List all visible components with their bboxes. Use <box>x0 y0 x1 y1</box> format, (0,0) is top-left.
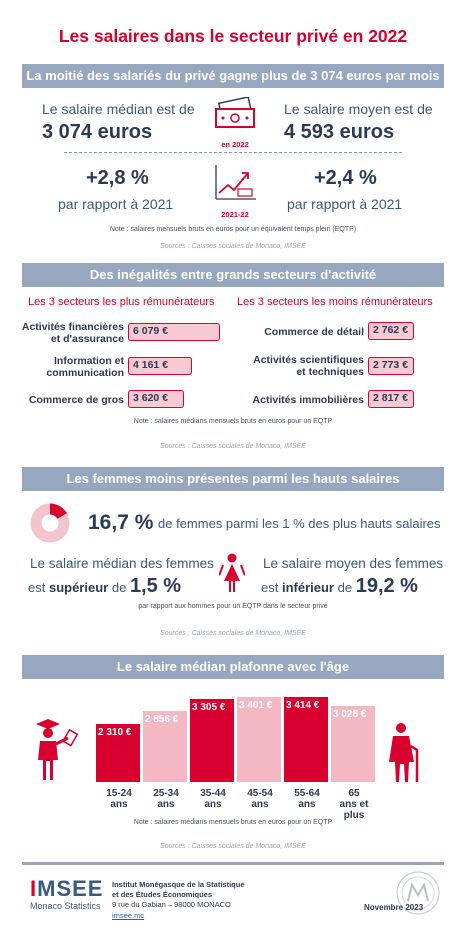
trend-chart-icon <box>212 163 258 217</box>
women-median-de: de <box>111 580 127 595</box>
top-sector-value: 3 620 € <box>128 390 184 408</box>
publication-date: Novembre 2023 <box>364 903 424 912</box>
age-group-label: 15-24 ans <box>106 788 132 810</box>
median-change-label: par rapport à 2021 <box>58 196 174 212</box>
median-change: +2,8 % <box>86 167 149 189</box>
women-mean-value: 19,2 % <box>355 575 418 597</box>
banknote-icon <box>212 97 258 147</box>
median-value: 3 074 euros <box>42 121 153 143</box>
age-group-label: 35-44 ans <box>200 788 226 810</box>
bottom-sector-value: 2 762 € <box>368 322 414 340</box>
section2-source: Sources : Caisses sociales de Monaco, IMSEE <box>160 443 306 450</box>
logo-subtitle: Monaco Statistics <box>30 901 101 911</box>
women-mean-word: inférieur <box>281 580 334 595</box>
section4-source: Sources : Caisses sociales de Monaco, IMSEE <box>160 843 306 850</box>
section1-banner: La moitié des salariés du privé gagne plus de 3 074 euros par mois <box>22 64 444 88</box>
section1-source: Sources : Caisses sociales de Monaco, IMSEE <box>160 243 306 250</box>
bottom-sector-name: Activités immobilières <box>252 394 364 406</box>
bottom-sector-name: Commerce de détail <box>264 326 364 338</box>
mean-label: Le salaire moyen est de <box>284 101 433 117</box>
bottom-sectors-heading: Les 3 secteurs les moins rémunérateurs <box>237 296 433 308</box>
mean-change: +2,4 % <box>314 167 377 189</box>
age-group-label: 25-34 ans <box>153 788 179 810</box>
mean-value: 4 593 euros <box>284 121 395 143</box>
elderly-woman-icon <box>384 722 424 784</box>
section4-note: Note : salaires médians mensuels bruts en euros pour un EQTP <box>133 819 333 826</box>
bottom-sector-value: 2 817 € <box>368 390 414 408</box>
section3-note: par rapport aux hommes pour un EQTP dans le secteur privé <box>138 603 328 610</box>
address: 9 rue du Gabian – 98000 MONACO <box>112 900 231 909</box>
period-tag: 2021-22 <box>221 210 249 219</box>
women-mean-label: Le salaire moyen des femmes <box>263 556 444 571</box>
donut-share-slice <box>50 509 62 516</box>
section3-source: Sources : Caisses sociales de Monaco, IMSEE <box>160 630 306 637</box>
top-sector-value: 6 079 € <box>128 323 220 341</box>
top-sectors-heading: Les 3 secteurs les plus rémunérateurs <box>28 296 215 308</box>
website-link[interactable]: imsee.mc <box>112 911 145 920</box>
section4-banner: Le salaire médian plafonne avec l'âge <box>22 655 444 679</box>
women-mean-prefix: est <box>261 580 279 595</box>
age-bar-value: 2 310 € <box>98 727 132 739</box>
org-line2: et des Études Économiques <box>112 890 213 899</box>
year-tag: en 2022 <box>221 140 249 149</box>
section2-banner: Des inégalités entre grands secteurs d'activité <box>22 263 444 287</box>
top-sector-name: Commerce de gros <box>28 394 124 406</box>
bottom-sector-name: Activités scientifiques et techniques <box>253 354 364 378</box>
women-share-label: de femmes parmi les 1 % des plus hauts salaires <box>158 516 441 531</box>
women-share-value: 16,7 % <box>88 511 154 534</box>
top-sector-name: Activités financières et d'assurance <box>21 321 124 345</box>
section2-note: Note : salaires médians mensuels bruts en euros pour un EQTP <box>133 418 333 425</box>
age-bar-value: 3 305 € <box>192 702 226 714</box>
women-mean-line <box>261 575 418 598</box>
age-group-label: 45-54 ans <box>247 788 273 810</box>
age-group-label: 65 ans et plus <box>339 788 369 821</box>
woman-icon <box>219 553 245 593</box>
women-median-line <box>28 575 181 598</box>
top-sector-value: 4 161 € <box>128 357 192 375</box>
bottom-sector-value: 2 773 € <box>368 357 414 375</box>
section1-note: Note : salaires mensuels bruts en euros pour un équivalent temps plein (EQTP) <box>109 226 357 233</box>
median-label: Le salaire médian est de <box>42 101 195 117</box>
top-sector-name: Information et communication <box>46 355 124 379</box>
women-median-prefix: est <box>28 580 46 595</box>
women-share-donut <box>30 503 70 548</box>
mean-change-label: par rapport à 2021 <box>287 196 403 212</box>
women-mean-de: de <box>337 580 353 595</box>
women-median-label: Le salaire médian des femmes <box>30 556 214 571</box>
divider <box>64 152 402 153</box>
page-title: Les salaires dans le secteur privé en 2022 <box>58 26 408 46</box>
age-group-label: 55-64 ans <box>294 788 320 810</box>
org-line1: Institut Monégasque de la Statistique <box>112 880 245 889</box>
age-bar-value: 3 414 € <box>286 699 320 711</box>
age-bar-value: 3 401 € <box>239 699 273 711</box>
imsee-logo: IMSEE <box>30 876 104 901</box>
section3-banner: Les femmes moins présentes parmi les hauts salaires <box>22 467 444 491</box>
women-median-word: supérieur <box>48 580 109 595</box>
age-bar-value: 2 856 € <box>145 713 179 725</box>
age-bar-value: 3 028 € <box>333 709 367 721</box>
age-bar-chart <box>96 690 386 821</box>
women-median-value: 1,5 % <box>129 575 182 597</box>
footer-rule <box>22 862 444 865</box>
graduate-icon <box>32 714 78 784</box>
